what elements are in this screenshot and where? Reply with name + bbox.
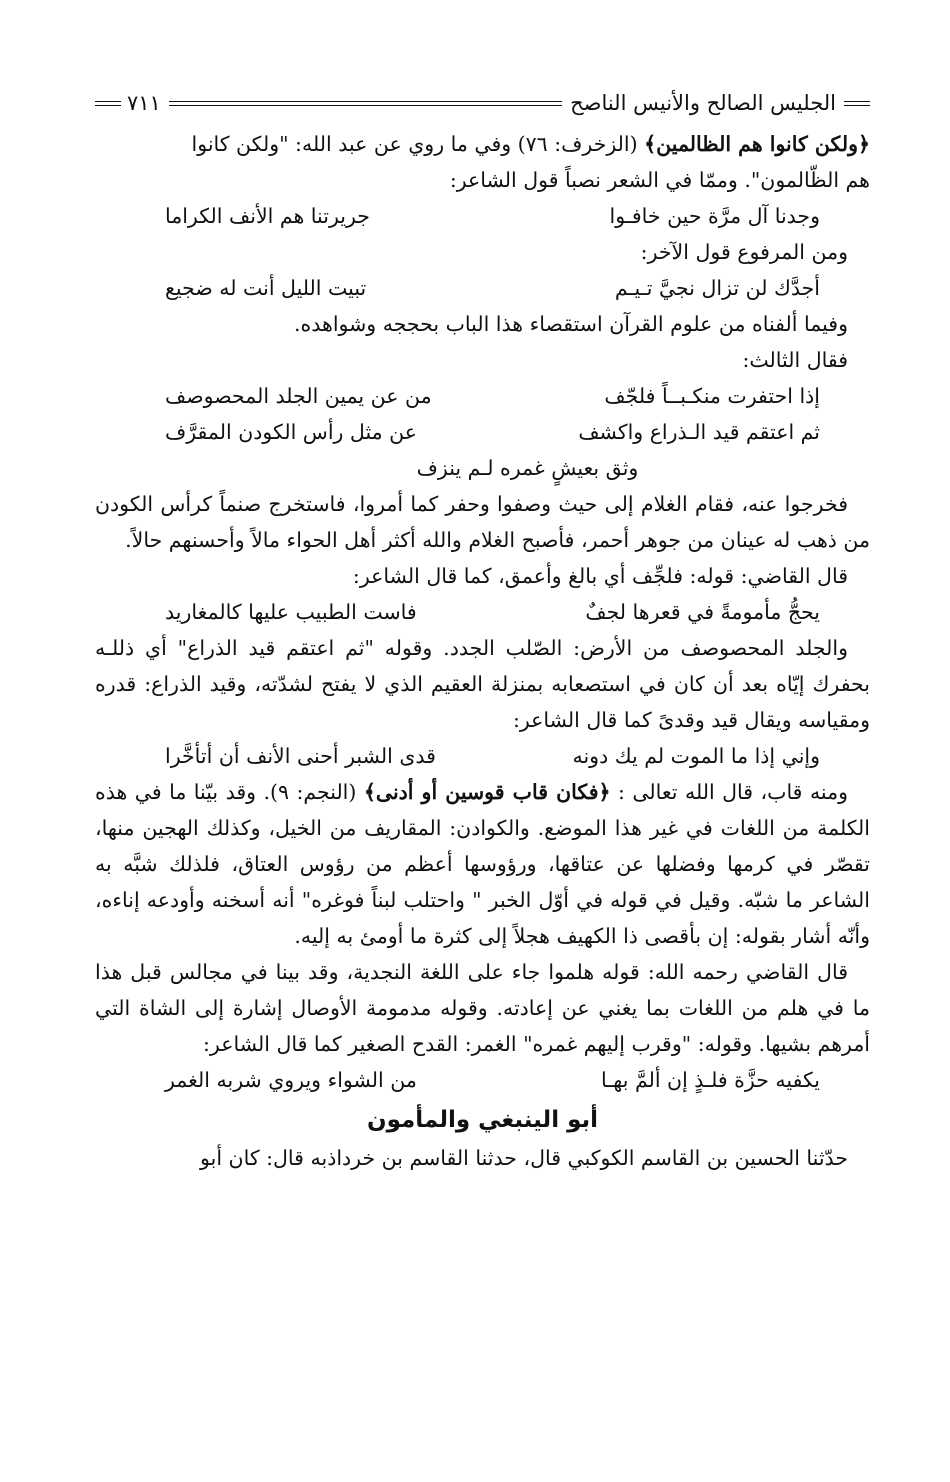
poem-verse [95, 594, 870, 630]
text-line: فقال الثالث: [742, 348, 848, 372]
verse-first-half: وجدنا آل مرَّة حين خافـوا [609, 204, 820, 228]
verse-second-half: من عن يمين الجلد المحصوصف [165, 384, 432, 408]
poem-verse [95, 738, 870, 774]
text-span: ومنه قاب، قال الله تعالى : [610, 780, 848, 804]
verse-second-half: قدى الشبر أحنى الأنف أن أتأخَّرا [165, 744, 436, 768]
verse-first-half: وإني إذا ما الموت لم يك دونه [572, 744, 820, 768]
poem-verse [95, 198, 870, 234]
verse-second-half: من الشواء ويروي شربه الغمر [165, 1068, 417, 1092]
paragraph: قال القاضي: قوله: فلجِّف أي بالغ وأعمق، كما قال الشاعر: [352, 564, 848, 588]
running-header [95, 88, 870, 118]
section-title: أبو الينبغي والمأمون [366, 1107, 599, 1133]
quran-quote: ﴿ولكن كانوا هم الظالمين﴾ [644, 132, 870, 156]
paragraph: حدّثنا الحسين بن القاسم الكوكبي قال، حدثنا القاسم بن خرداذبه قال: كان أبو [200, 1146, 848, 1170]
book-page [95, 88, 870, 1176]
header-rule [844, 101, 870, 106]
verse-first-half: أجدَّك لن تزال نجيَّ تـيـم [614, 276, 820, 300]
header-title: الجليس الصالح والأنيس الناصح [570, 91, 836, 115]
paragraph: فخرجوا عنه، فقام الغلام إلى حيث وصفوا وحفر كما أمروا، فاستخرج صنماً كرأس الكودن من ذهب له عينان من جوهر أحمر، فأصبح الغلام والله أكثر أهل الحواء مالاً وأحسنهم حالاً. [95, 492, 870, 552]
quran-quote: ﴿فكان قاب قوسين أو أدنى﴾ [363, 780, 611, 804]
text-span: (الزخرف: ٧٦) وفي ما روي عن عبد الله: "ولكن كانوا [191, 132, 645, 156]
header-rule [95, 101, 121, 106]
page-number: ٧١١ [127, 91, 161, 115]
poem-verse [95, 414, 870, 450]
verse-first-half: ثم اعتقم قيد الـذراع واكشف [578, 420, 820, 444]
text-span: (النجم: ٩). وقد بيّنا ما في هذه الكلمة من اللغات في غير هذا الموضع. والكوادن: المقاريف من الخيل، وكذلك الهجين منها، تقصّر في كرمها وفضلها عن عتاقها، ورؤوسها أعظم من رؤوس العتاق، فلذلك شبَّه به الشاعر ما شبّه. وقيل في قوله في أوّل الخبر " واحتلب لبناً فوغره" أنه أسخنه وأودعه إناءه، وأنّه أشار بقوله: إن بأقصى ذا الكهيف هجلاً إلى كثرة ما أومئ به إليه. [95, 780, 870, 948]
verse-first-half: إذا احتفرت منكـبــاً فلجّف [604, 384, 820, 408]
text-line: هم الظّالمون". وممّا في الشعر نصباً قول الشاعر: [449, 168, 870, 192]
header-rule [169, 101, 562, 106]
paragraph [95, 774, 870, 954]
verse-first-half: يحجُّ مأمومةً في قعرها لجفٌ [585, 600, 820, 624]
text-line: وفيما ألفناه من علوم القرآن استقصاء هذا الباب بحججه وشواهده. [294, 312, 848, 336]
paragraph: قال القاضي رحمه الله: قوله هلموا جاء على اللغة النجدية، وقد بينا في مجالس قبل هذا ما في هلم من اللغات بما يغني عن إعادته. وقوله مدمومة الأوصال إشارة إلى الشاة التي أمرهم بشيها. وقوله: "وقرب إليهم غمره" الغمر: القدح الصغير كما قال الشاعر: [95, 960, 870, 1056]
verse-second-half: عن مثل رأس الكودن المقرَّف [165, 420, 417, 444]
poem-verse [95, 1062, 870, 1098]
verse-second-half: تبيت الليل أنت له ضجيع [165, 276, 367, 300]
poem-verse [95, 378, 870, 414]
paragraph: والجلد المحصوصف من الأرض: الصّلب الجدد. وقوله "ثم اعتقم قيد الذراع" أي ذللـه بحفرك إيّاه بعد أن كان في استصعابه بمنزلة العقيم الذي لا يفتح لشدّته، وقيد الذراع: قدره ومقياسه ويقال قيد وقدىً كما قال الشاعر: [95, 636, 870, 732]
verse-first-half: يكفيه حزَّة فلـذٍ إن ألمَّ بهـا [601, 1068, 820, 1092]
text-line: ومن المرفوع قول الآخر: [640, 240, 848, 264]
verse-second-half: جريرتنا هم الأنف الكراما [165, 204, 370, 228]
poem-verse-single: وثق بعيشٍ غمره لـم ينزف [416, 456, 639, 480]
verse-second-half: فاست الطبيب عليها كالمغاريد [165, 600, 417, 624]
text-line [95, 126, 870, 162]
poem-verse [95, 270, 870, 306]
